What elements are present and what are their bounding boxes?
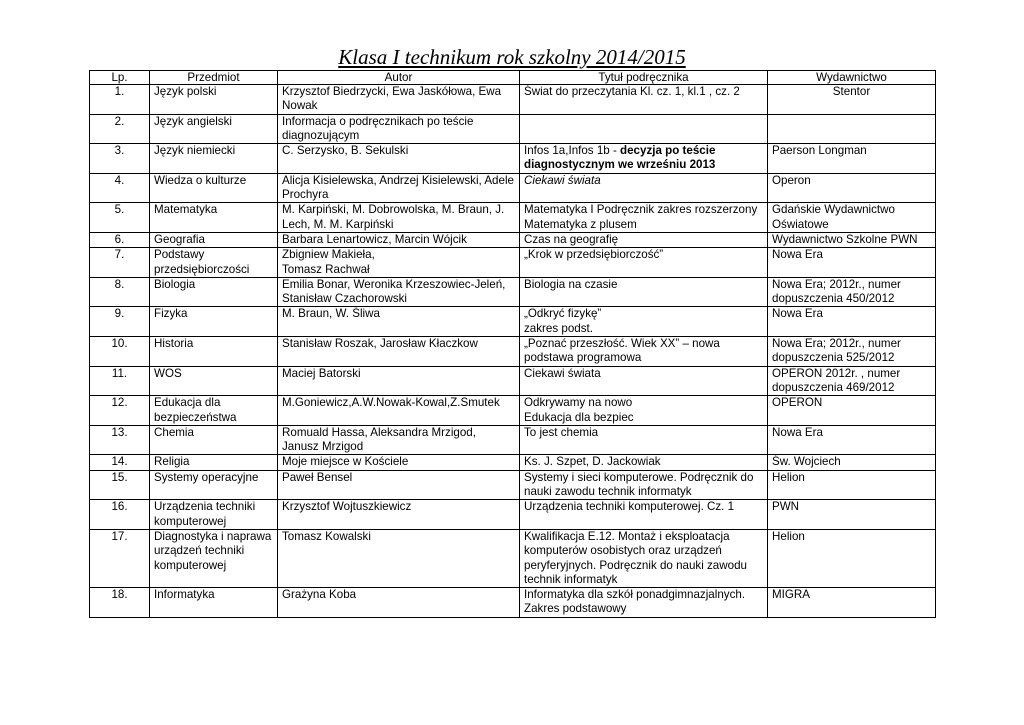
cell-title: Świat do przeczytania Kl. cz. 1, kl.1 , cz. 2 — [520, 85, 768, 115]
cell-title: Biologia na czasie — [520, 277, 768, 307]
cell-subject: Biologia — [150, 277, 278, 307]
cell-subject: Podstawy przedsiębiorczości — [150, 248, 278, 278]
cell-lp: 5. — [90, 203, 150, 233]
cell-lp: 9. — [90, 307, 150, 337]
cell-lp: 12. — [90, 396, 150, 426]
column-header-lp: Lp. — [90, 71, 150, 85]
table-row — [90, 500, 936, 530]
cell-author: Krzysztof Wojtuszkiewicz — [278, 500, 520, 530]
cell-subject: Historia — [150, 337, 278, 367]
cell-title — [520, 144, 768, 174]
table-row — [90, 144, 936, 174]
table-row — [90, 203, 936, 233]
cell-author: Tomasz Kowalski — [278, 529, 520, 587]
cell-author: Stanisław Roszak, Jarosław Kłaczkow — [278, 337, 520, 367]
cell-publisher: Nowa Era — [768, 425, 936, 455]
table-row — [90, 173, 936, 203]
cell-subject: Religia — [150, 455, 278, 470]
cell-publisher: Helion — [768, 529, 936, 587]
cell-lp: 1. — [90, 85, 150, 115]
cell-lp: 2. — [90, 114, 150, 144]
cell-subject: Diagnostyka i naprawa urządzeń techniki komputerowej — [150, 529, 278, 587]
cell-title: Informatyka dla szkół ponadgimnazjalnych. Zakres podstawowy — [520, 588, 768, 618]
cell-lp: 3. — [90, 144, 150, 174]
cell-author: Alicja Kisielewska, Andrzej Kisielewski, Adele Prochyra — [278, 173, 520, 203]
cell-subject: Geografia — [150, 232, 278, 247]
cell-author: Barbara Lenartowicz, Marcin Wójcik — [278, 232, 520, 247]
cell-subject: Matematyka — [150, 203, 278, 233]
cell-title: „Poznać przeszłość. Wiek XX” – nowa podstawa programowa — [520, 337, 768, 367]
table-row — [90, 85, 936, 115]
cell-subject: Chemia — [150, 425, 278, 455]
cell-lp: 4. — [90, 173, 150, 203]
table-row — [90, 588, 936, 618]
cell-author: Moje miejsce w Kościele — [278, 455, 520, 470]
cell-title: Systemy i sieci komputerowe. Podręcznik do nauki zawodu technik informatyk — [520, 470, 768, 500]
cell-subject: Edukacja dla bezpieczeństwa — [150, 396, 278, 426]
cell-lp: 7. — [90, 248, 150, 278]
table-row — [90, 396, 936, 426]
table-body — [90, 85, 936, 618]
cell-lp: 15. — [90, 470, 150, 500]
cell-subject: Wiedza o kulturze — [150, 173, 278, 203]
table-row — [90, 470, 936, 500]
column-header-publisher: Wydawnictwo — [768, 71, 936, 85]
cell-publisher: OPERON — [768, 396, 936, 426]
cell-title-text: Infos 1a,Infos 1b - — [524, 144, 621, 158]
cell-subject: Język angielski — [150, 114, 278, 144]
textbook-table — [89, 70, 936, 618]
document-title: Klasa I technikum rok szkolny 2014/2015 — [338, 45, 686, 69]
cell-subject: Urządzenia techniki komputerowej — [150, 500, 278, 530]
cell-author: Grażyna Koba — [278, 588, 520, 618]
cell-author: Zbigniew Makieła, Tomasz Rachwał — [278, 248, 520, 278]
cell-publisher: Nowa Era; 2012r., numer dopuszczenia 450/2012 — [768, 277, 936, 307]
cell-title: Ciekawi świata — [520, 173, 768, 203]
table-header-row — [90, 71, 936, 85]
cell-title: Kwalifikacja E.12. Montaż i eksploatacja komputerów osobistych oraz urządzeń peryferyjnych. Podręcznik do nauki zawodu technik informatyk — [520, 529, 768, 587]
cell-title: Odkrywamy na nowo Edukacja dla bezpiec — [520, 396, 768, 426]
cell-title — [520, 114, 768, 144]
cell-lp: 18. — [90, 588, 150, 618]
cell-subject: Język niemiecki — [150, 144, 278, 174]
cell-publisher: Wydawnictwo Szkolne PWN — [768, 232, 936, 247]
table-row — [90, 114, 936, 144]
table-row — [90, 248, 936, 278]
cell-author: M.Goniewicz,A.W.Nowak-Kowal,Z.Smutek — [278, 396, 520, 426]
cell-subject: Fizyka — [150, 307, 278, 337]
cell-publisher: MIGRA — [768, 588, 936, 618]
cell-publisher: OPERON 2012r. , numer dopuszczenia 469/2012 — [768, 366, 936, 396]
cell-lp: 13. — [90, 425, 150, 455]
cell-lp: 17. — [90, 529, 150, 587]
cell-subject: Informatyka — [150, 588, 278, 618]
cell-author: Emilia Bonar, Weronika Krzeszowiec-Jeleń, Stanisław Czachorowski — [278, 277, 520, 307]
cell-title: Czas na geografię — [520, 232, 768, 247]
cell-publisher: Nowa Era; 2012r., numer dopuszczenia 525/2012 — [768, 337, 936, 367]
cell-title: Urządzenia techniki komputerowej. Cz. 1 — [520, 500, 768, 530]
cell-publisher: Stentor — [768, 85, 936, 115]
cell-title: To jest chemia — [520, 425, 768, 455]
cell-title: Ciekawi świata — [520, 366, 768, 396]
table-row — [90, 232, 936, 247]
table-row — [90, 366, 936, 396]
cell-publisher: Gdańskie Wydawnictwo Oświatowe — [768, 203, 936, 233]
cell-publisher: Operon — [768, 173, 936, 203]
cell-publisher — [768, 114, 936, 144]
cell-publisher: Św. Wojciech — [768, 455, 936, 470]
cell-publisher: Paerson Longman — [768, 144, 936, 174]
cell-subject: Systemy operacyjne — [150, 470, 278, 500]
cell-author: M. Braun, W. Śliwa — [278, 307, 520, 337]
cell-lp: 6. — [90, 232, 150, 247]
cell-publisher: Helion — [768, 470, 936, 500]
cell-publisher: Nowa Era — [768, 307, 936, 337]
cell-publisher: Nowa Era — [768, 248, 936, 278]
cell-author: Maciej Batorski — [278, 366, 520, 396]
cell-author: M. Karpiński, M. Dobrowolska, M. Braun, J. Lech, M. M. Karpiński — [278, 203, 520, 233]
table-row — [90, 277, 936, 307]
table-row — [90, 455, 936, 470]
cell-author: C. Serzysko, B. Sekulski — [278, 144, 520, 174]
cell-lp: 14. — [90, 455, 150, 470]
column-header-author: Autor — [278, 71, 520, 85]
cell-title-bold-text: decyzja po teście diagnostycznym we wrześniu 2013 — [524, 144, 716, 172]
cell-lp: 10. — [90, 337, 150, 367]
cell-author: Paweł Bensel — [278, 470, 520, 500]
cell-lp: 16. — [90, 500, 150, 530]
column-header-title: Tytuł podręcznika — [520, 71, 768, 85]
cell-author: Romuald Hassa, Aleksandra Mrzigod, Janusz Mrzigod — [278, 425, 520, 455]
cell-subject: Język polski — [150, 85, 278, 115]
cell-author: Informacja o podręcznikach po teście diagnozującym — [278, 114, 520, 144]
cell-author: Krzysztof Biedrzycki, Ewa Jaskółowa, Ewa Nowak — [278, 85, 520, 115]
cell-publisher: PWN — [768, 500, 936, 530]
table-row — [90, 425, 936, 455]
table-row — [90, 529, 936, 587]
cell-lp: 11. — [90, 366, 150, 396]
cell-title: „Krok w przedsiębiorczość” — [520, 248, 768, 278]
table-row — [90, 337, 936, 367]
cell-title: Ks. J. Szpet, D. Jackowiak — [520, 455, 768, 470]
column-header-subject: Przedmiot — [150, 71, 278, 85]
table-row — [90, 307, 936, 337]
cell-title: Matematyka I Podręcznik zakres rozszerzony Matematyka z plusem — [520, 203, 768, 233]
cell-lp: 8. — [90, 277, 150, 307]
cell-subject: WOS — [150, 366, 278, 396]
cell-title: „Odkryć fizykę” zakres podst. — [520, 307, 768, 337]
